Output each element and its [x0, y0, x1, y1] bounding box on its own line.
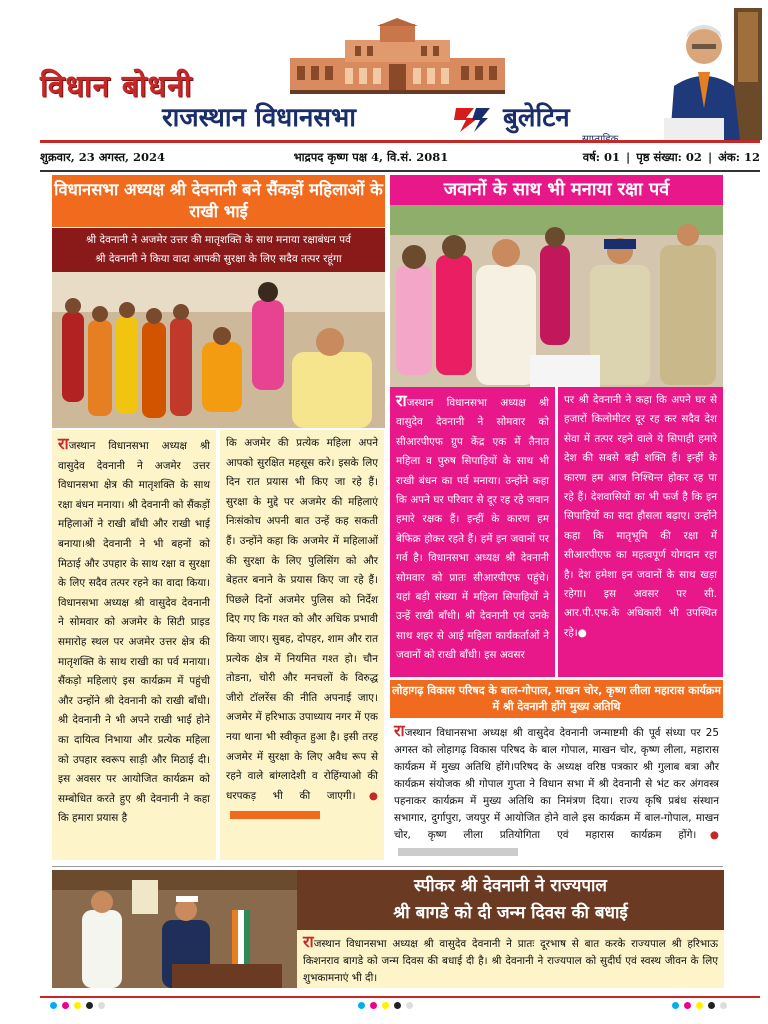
gray-dot-icon	[720, 1002, 727, 1009]
story4-headline-line2: श्री बागडे को दी जन्म दिवस की बधाई	[393, 903, 628, 923]
story3-dropcap: रा	[394, 721, 405, 740]
yellow-dot-icon	[382, 1002, 389, 1009]
masthead-rule	[40, 140, 760, 143]
issue-year: वर्ष: 01	[582, 149, 621, 164]
end-mark-icon: ●	[696, 829, 719, 841]
black-dot-icon	[394, 1002, 401, 1009]
magenta-dot-icon	[62, 1002, 69, 1009]
story4-dropcap: रा	[303, 932, 314, 951]
story3-body	[390, 720, 723, 862]
story2-photo	[390, 205, 723, 387]
gray-dot-icon	[98, 1002, 105, 1009]
story4-text: जस्थान विधानसभा अध्यक्ष श्री वासुदेव देवनानी ने प्रातः दूरभाष से बात करके राज्यपाल श्री हरिभाऊ किशनराव बागडे को जन्म दिवस की बधाई दी है। श्री देवनानी ने राज्यपाल को सुदीर्घ एवं स्वस्थ जीवन के लिए शुभकामनाएं भी दी।	[303, 938, 718, 984]
magenta-dot-icon	[370, 1002, 377, 1009]
assembly-building-image	[285, 18, 510, 96]
story1-subhead-1: श्री देवनानी ने अजमेर उत्तर की मातृशक्ति के साथ मनाया रक्षाबंधन पर्व	[86, 234, 351, 246]
end-bar	[230, 811, 320, 819]
page-count: पृष्ठ संख्या: 02	[636, 149, 702, 164]
story4-photo	[52, 870, 297, 988]
gray-dot-icon	[406, 1002, 413, 1009]
issue-date: शुक्रवार, 23 अगस्त, 2024	[40, 149, 166, 164]
color-registration-dots-center	[358, 1002, 413, 1009]
story1-dropcap: रा	[58, 434, 69, 453]
cyan-dot-icon	[358, 1002, 365, 1009]
story1-col2-text: कि अजमेर की प्रत्येक महिला अपने आपको सुरक्षित महसूस करे। इसके लिए दिन रात प्रयास भी किए जा रहे हैं। सुरक्षा के मुद्दे पर अजमेर की महिलाएं निःसंकोच अपनी बात उन्हें कह सकती हैं। उन्होंने कहा कि अजमेर में महिलाओं की सुरक्षा के लिए पुलिसिंग को और बेहतर बनाने के प्रयास किए जा रहे हैं। पिछले दिनों अजमेर पुलिस को निर्देश दिए गए कि गश्त को और अधिक प्रभावी किया जाए। सुबह, दोपहर, शाम और रात प्रत्येक क्षेत्र में नियमित गश्त हो। चौन तोडना, चोरी और मनचलों के विरुद्ध जीरो टॉलरेंस की नीति अपनाई जाए। अजमेर में हरिभाऊ उपाध्याय नगर में एक नया थाना भी स्वीकृत हुआ है। इसी तरह अजमेर में सुरक्षा के लिए अवैध रूप से रहने वाले बांग्लादेशी व रोहिंग्याओ की धरपकड़ भी की जाएगी।	[226, 437, 378, 802]
story4-body	[297, 930, 724, 988]
masthead-title: राजस्थान विधानसभा	[162, 103, 357, 133]
story1-subheads	[52, 228, 385, 272]
story2-col2-text: पर श्री देवनानी ने कहा कि अपने घर से हजारों किलोमीटर दूर रह कर सदैव देश सेवा में तत्पर रहने वाले ये सिपाही हमारे देश की सबसे बड़ी शक्ति हैं। इन्हीं के कारण हम आज निश्चिन्त होकर रह पा रहे हैं। देशवासियों का भी फर्ज है कि इन सिपाहियों का सदा हौसला बढ़ाए। उन्होंने कहा कि मातृभूमि की रक्षा में सीआरपीएफ का महत्वपूर्ण योगदान रहा है। देश हमेशा इन जवानों के साथ खड़ा रहेगा। इस अवसर पर सी. आर.पी.एफ.के अधिकारी भी उपस्थित रहे।	[564, 394, 717, 639]
story3-text: जस्थान विधानसभा अध्यक्ष श्री वासुदेव देवनानी जन्माष्टमी की पूर्व संध्या पर 25 अगस्त को लोहागढ़ विकास परिषद के बाल गोपाल, माखन चोर, कृष्ण लीला, महारास कार्यक्रम में मुख्य अतिथि होंगे।परिषद के अध्यक्ष वरिष्ठ पत्रकार श्री गुलाब बत्रा और कार्यक्रम संयोजक श्री गोपाल गुप्ता ने विधान सभा में श्री देवनानी से भंट कर अंगवस्त्र पहनाकर कार्यक्रम में मुख्य अतिथि का निमंत्रण दिया। राज्य कृषि प्रबंध संस्थान सभागार, दुर्गापुरा, जयपुर में आयोजित होने वाले इस कार्यक्रम में बाल-गोपाल, माखन चोर, कृष्ण लीला प्रतियोगिता एवं महारास कार्यक्रम होंगे।	[394, 727, 719, 841]
end-bar	[398, 848, 518, 856]
story3-headline: लोहागढ़ विकास परिषद के बाल-गोपाल, माखन चोर, कृष्ण लीला महारास कार्यक्रम में श्री देवनानी होंगे मुख्य अतिथि	[390, 680, 723, 718]
cyan-dot-icon	[672, 1002, 679, 1009]
footer-rule	[40, 996, 760, 998]
black-dot-icon	[708, 1002, 715, 1009]
brand-title: विधान बोधनी	[40, 69, 193, 104]
issue-info: वर्ष: 01 | पृष्ठ संख्या: 02 | अंक: 12	[582, 149, 760, 164]
story4-headline-line1: स्पीकर श्री देवनानी ने राज्यपाल	[414, 876, 607, 896]
section-divider	[52, 866, 723, 867]
bulletin-logo-icon	[452, 104, 492, 134]
story2-headline: जवानों के साथ भी मनाया रक्षा पर्व	[390, 175, 723, 205]
story1-photo	[52, 272, 385, 428]
story1-column-2	[220, 430, 384, 860]
story1-subhead-2: श्री देवनानी ने किया वादा आपकी सुरक्षा के लिए सदैव तत्पर रहूंगा	[95, 253, 342, 265]
black-dot-icon	[86, 1002, 93, 1009]
story2-dropcap: रा	[396, 391, 407, 410]
yellow-dot-icon	[696, 1002, 703, 1009]
color-registration-dots-left	[50, 1002, 105, 1009]
cyan-dot-icon	[50, 1002, 57, 1009]
story1-column-1	[52, 430, 216, 860]
story2-col1-text: जस्थान विधानसभा अध्यक्ष श्री वासुदेव देवनानी ने सोमवार को सीआरपीएफ ग्रुप केंद्र एक में तैनात महिला व पुरुष सिपाहियों के साथ भी राखी बंधन का पर्व मनाया। उन्होंने कहा कि अपने घर परिवार से दूर रह रहे जवान हमारे रक्षक हैं। इन्हीं के कारण हम बेफिक्र होकर रहते हैं। हमें इन जवानों पर गर्व है। विधानसभा अध्यक्ष श्री देवनानी सोमवार को प्रातः सीआरपीएफ पहुंचे। यहां बड़ी संख्या में महिला सिपाहियों ने उन्हें राखी बाँधी। श्री देवनानी एवं उनके साथ शहर से आई महिला कार्यकर्ताओं ने जवानों को राखी बाँधी। इस अवसर	[396, 397, 549, 662]
magenta-dot-icon	[684, 1002, 691, 1009]
dateline	[40, 148, 760, 166]
story4-headline	[297, 870, 724, 930]
end-mark-icon: ●	[355, 789, 378, 802]
issue-number: अंक: 12	[718, 149, 760, 164]
story1-headline: विधानसभा अध्यक्ष श्री देवनानी बने सैंकड़ों महिलाओं के राखी भाई	[52, 175, 385, 227]
end-mark-icon: ●	[577, 626, 587, 639]
story2-column-2	[558, 387, 723, 677]
speaker-portrait-image	[662, 8, 762, 140]
masthead-bulletin: बुलेटिन	[503, 103, 570, 133]
story2-column-1	[390, 387, 555, 677]
dateline-rule	[40, 170, 760, 172]
hindu-calendar-date: भाद्रपद कृष्ण पक्ष 4, वि.सं. 2081	[293, 149, 449, 164]
color-registration-dots-right	[672, 1002, 727, 1009]
yellow-dot-icon	[74, 1002, 81, 1009]
story1-col1-text: जस्थान विधानसभा अध्यक्ष श्री वासुदेव देवनानी ने अजमेर उत्तर विधानसभा क्षेत्र की मातृशक्ति के साथ रक्षा बंधन मनाया। श्री देवनानी को सैंकड़ों महिलाओं ने राखी बाँधी और राखी भाई बनाया।श्री देवनानी ने भी बहनों को मिठाई और उपहार के साथ रक्षा व सुरक्षा के लिए सदैव तत्पर रहने का वादा किया। विधानसभा अध्यक्ष श्री वासुदेव देवनानी ने सोमवार को अजमेर के सिटी प्राइड समारोह स्थल पर अजमेर उत्तर क्षेत्र की मातृशक्ति के साथ राखी का पर्व मनाया। सैंकड़ो महिलाएं इस कार्यक्रम में पहुंची और उन्होंने श्री देवनानी को राखी बाँधी। श्री देवनानी ने भी अपने राखी भाई होने का दायित्व निभाया और प्रत्येक महिला को उपहार स्वरूप साड़ी और मिठाई दी। इस अवसर पर आयोजित कार्यक्रम को सम्बोधित करते हुए श्री देवनानी ने कहा कि हमारा प्रयास है	[58, 440, 210, 825]
